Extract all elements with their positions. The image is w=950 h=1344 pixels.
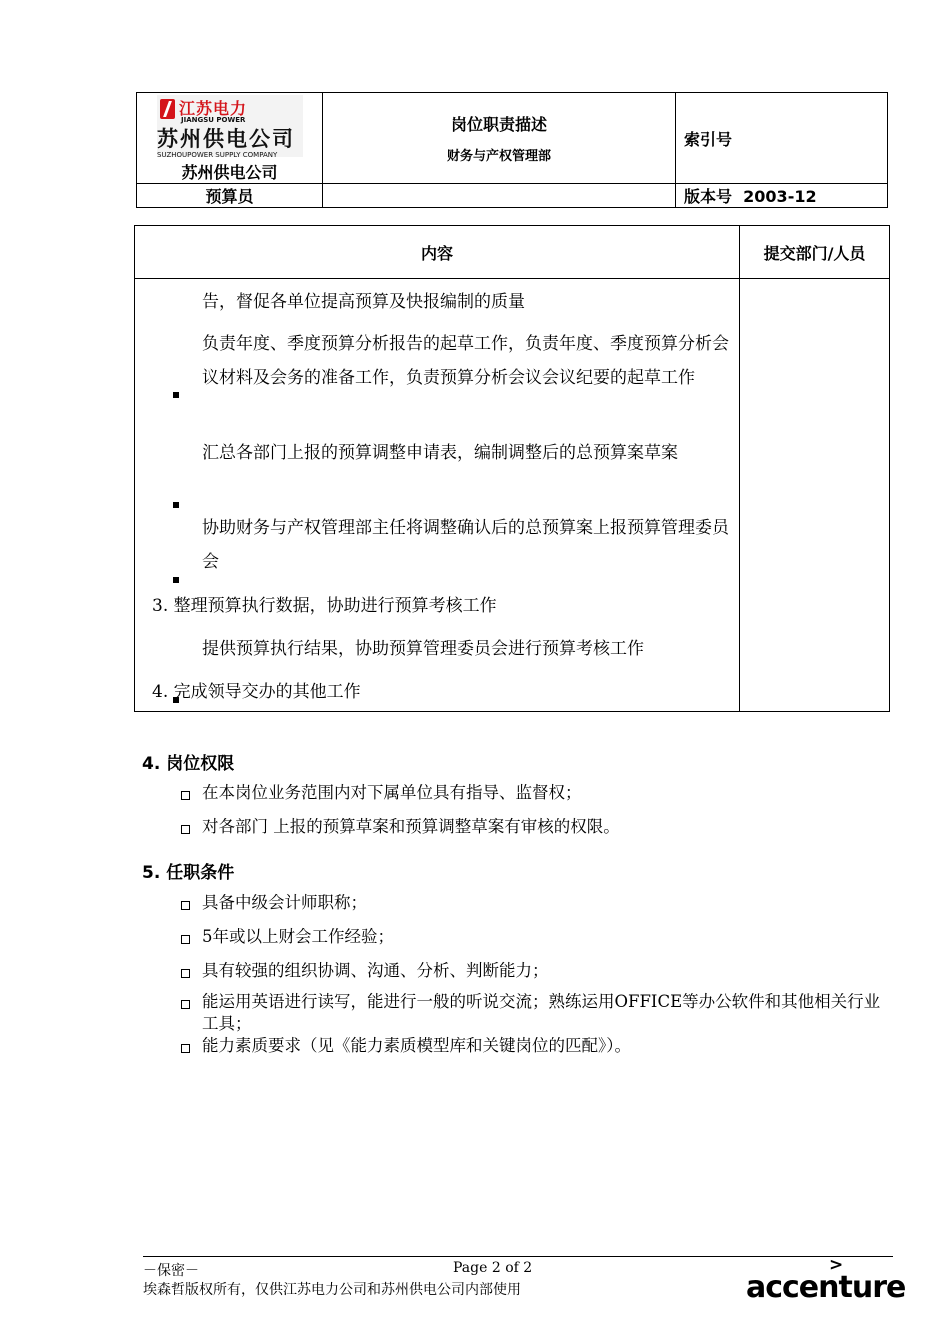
content-table bbox=[134, 225, 890, 712]
accenture-logo: accenture bbox=[746, 1270, 906, 1305]
power-logo-icon bbox=[160, 99, 175, 119]
logo-company-en: SUZHOUPOWER SUPPLY COMPANY bbox=[157, 151, 278, 159]
accenture-mark-icon: > bbox=[829, 1255, 844, 1275]
submit-body bbox=[740, 279, 890, 712]
index-cell bbox=[676, 93, 888, 184]
column-header-content-label: 内容 bbox=[420, 243, 453, 263]
empty-cell bbox=[323, 184, 676, 208]
numbered-item: 4. 完成领导交办的其他工作 bbox=[152, 682, 361, 702]
list-item: 具有较强的组织协调、沟通、分析、判断能力； bbox=[202, 961, 549, 980]
index-label: 索引号 bbox=[684, 129, 733, 149]
column-header-submit-label: 提交部门/人员 bbox=[763, 243, 866, 263]
bullet-icon bbox=[173, 502, 179, 508]
title-cell bbox=[323, 93, 676, 184]
doc-title: 岗位职责描述 bbox=[450, 115, 547, 134]
list-item: 对各部门 上报的预算草案和预算调整草案有审核的权限。 bbox=[202, 817, 620, 836]
footer-copyright: 埃森哲版权所有，仅供江苏电力公司和苏州供电公司内部使用 bbox=[143, 1282, 521, 1298]
list-item: 在本岗位业务范围内对下属单位具有指导、监督权； bbox=[202, 783, 582, 802]
position-name: 预算员 bbox=[205, 187, 254, 206]
list-item: 提供预算执行结果，协助预算管理委员会进行预算考核工作 bbox=[202, 639, 644, 659]
bullet-icon bbox=[173, 577, 179, 583]
company-logo bbox=[157, 95, 303, 157]
column-header-submit bbox=[740, 226, 890, 279]
section-heading-qualifications: 5. 任职条件 bbox=[142, 863, 235, 883]
checkbox-bullet-icon bbox=[181, 1044, 190, 1053]
footer-confidential: －保密－ bbox=[143, 1263, 199, 1279]
checkbox-bullet-icon bbox=[181, 1000, 190, 1009]
bullet-icon bbox=[173, 392, 179, 398]
header-table bbox=[136, 92, 888, 208]
checkbox-bullet-icon bbox=[181, 935, 190, 944]
logo-brand-en: JIANGSU POWER bbox=[181, 116, 246, 124]
footer-divider bbox=[143, 1256, 893, 1257]
version-value: 2003-12 bbox=[743, 187, 817, 206]
checkbox-bullet-icon bbox=[181, 901, 190, 910]
column-header-content bbox=[135, 226, 740, 279]
logo-cell bbox=[137, 93, 323, 184]
version-label: 版本号 bbox=[684, 187, 733, 206]
list-item: 负责年度、季度预算分析报告的起草工作，负责年度、季度预算分析会议材料及会务的准备工作，负责预算分析会议会议纪要的起草工作 bbox=[202, 334, 729, 388]
checkbox-bullet-icon bbox=[181, 969, 190, 978]
list-item: 能运用英语进行读写，能进行一般的听说交流；熟练运用OFFICE等办公软件和其他相关行业工具； bbox=[202, 992, 881, 1033]
list-item: 能力素质要求（见《能力素质模型库和关键岗位的匹配》）。 bbox=[202, 1036, 631, 1055]
position-cell bbox=[137, 184, 323, 208]
list-item: 告，督促各单位提高预算及快报编制的质量 bbox=[202, 292, 525, 312]
numbered-item: 3. 整理预算执行数据，协助进行预算考核工作 bbox=[152, 596, 497, 616]
checkbox-bullet-icon bbox=[181, 825, 190, 834]
logo-company-cn: 苏州供电公司 bbox=[157, 127, 295, 151]
list-item: 协助财务与产权管理部主任将调整确认后的总预算案上报预算管理委员会 bbox=[202, 518, 729, 572]
section-heading-authority: 4. 岗位权限 bbox=[142, 754, 235, 774]
company-name: 苏州供电公司 bbox=[181, 163, 278, 182]
department: 财务与产权管理部 bbox=[446, 149, 551, 164]
logo-brand: 江苏电力 bbox=[179, 99, 248, 118]
checkbox-bullet-icon bbox=[181, 791, 190, 800]
page-number: Page 2 of 2 bbox=[453, 1260, 533, 1276]
list-item: 5年或以上财会工作经验； bbox=[202, 927, 394, 946]
list-item: 具备中级会计师职称； bbox=[202, 893, 367, 912]
content-body bbox=[135, 279, 740, 712]
version-cell bbox=[676, 184, 888, 208]
list-item: 汇总各部门上报的预算调整申请表，编制调整后的总预算案草案 bbox=[202, 443, 678, 463]
